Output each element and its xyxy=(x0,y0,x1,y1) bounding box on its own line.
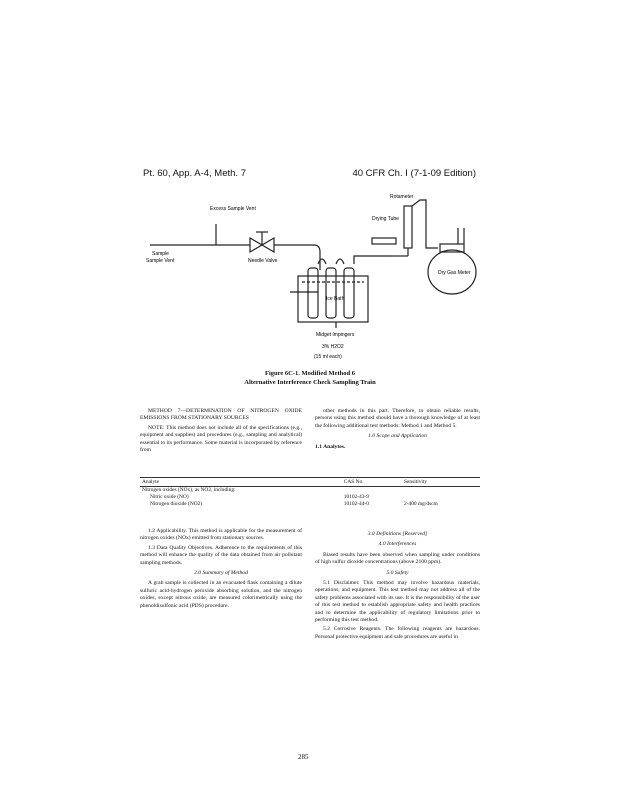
table-cell: Nitrogen oxides (NOx), as NO2, including: xyxy=(142,487,236,493)
table-cell: Nitric oxide (NO) xyxy=(150,494,189,500)
para-data-quality: 1.3 Data Quality Objectives. Adherence to the requirements of this method will enhance the quality of the data obtained from air pollutant sampling methods. xyxy=(140,544,302,566)
figure-subtitle: Alternative Interference Check Sampling Train xyxy=(244,379,376,386)
page-number: 285 xyxy=(298,753,309,761)
right-column-top xyxy=(315,408,480,453)
method-title: METHOD 7—DETERMINATION OF NITROGEN OXIDE EMISSIONS FROM STATIONARY SOURCES xyxy=(140,408,302,422)
label-sample-vent: Sample Vent xyxy=(146,258,175,264)
section-safety: 5.0 Safety xyxy=(386,569,409,576)
method-note: NOTE: This method does not include all of the specifications (e.g., equipment and supplies) and procedures (e.g., sampling and analytical) essential to its performance. Some material is incorporated by reference from xyxy=(140,424,302,454)
running-header-right: 40 CFR Ch. I (7-1-09 Edition) xyxy=(352,168,476,179)
table-cell: 10102-43-9 xyxy=(343,494,369,500)
table-header-cas: CAS No. xyxy=(342,478,402,487)
analyte-table xyxy=(140,477,480,508)
para-corrosive: 5.2 Corrosive Reagents. The following reagents are hazardous. Personal protective equipment and safe procedures are useful in xyxy=(315,626,480,640)
table-cell: Nitrogen dioxide (NO2) xyxy=(150,501,203,507)
left-column-bottom xyxy=(140,528,302,612)
left-column-top xyxy=(140,408,302,456)
table-header-analyte: Analyte xyxy=(140,478,342,487)
running-header-left: Pt. 60, App. A-4, Meth. 7 xyxy=(143,168,246,179)
label-dry-gas-meter: Dry Gas Meter xyxy=(438,270,471,276)
section-summary: 2.0 Summary of Method xyxy=(194,570,248,577)
label-needle-valve: Needle Valve xyxy=(248,258,278,264)
table-cell: 10102-44-0 xyxy=(343,501,369,507)
para-interferences: Biased results have been observed when sampling under conditions of high sulfur dioxide concentrations (above 2100 ppm). xyxy=(315,551,480,566)
label-drying-tube: Drying Tube xyxy=(372,216,399,222)
label-ice-bath: Ice Bath xyxy=(326,296,345,302)
method-note-cont: other methods in this part. Therefore, to obtain reliable results, persons using this method should have a thorough knowledge of at least the following additional test methods: Method 1 and Method 5. xyxy=(315,408,480,429)
table-cell xyxy=(402,487,480,495)
sampling-train-diagram xyxy=(140,188,480,366)
right-column-bottom xyxy=(315,528,480,643)
label-midget-impingers: Midget Impingers xyxy=(316,332,355,338)
table-cell: 2-400 mg/dscm xyxy=(404,501,438,507)
label-rotameter: Rotameter xyxy=(390,194,414,200)
table-row xyxy=(140,487,480,495)
label-sample: Sample xyxy=(152,251,169,257)
section-definitions: 3.0 Definitions [Reserved] xyxy=(367,531,428,537)
label-reagent: 3% H2O2 xyxy=(322,344,344,350)
para-applicability: 1.2 Applicability. This method is applicable for the measurement of nitrogen oxides (NOx) emitted from stationary sources. xyxy=(140,528,302,542)
subsection-analytes: 1.1 Analytes. xyxy=(315,443,346,450)
label-excess-sample-vent: Excess Sample Vent xyxy=(210,206,256,212)
section-interferences: 4.0 Interferences xyxy=(378,541,417,548)
para-disclaimer: 5.1 Disclaimer. This method may involve hazardous materials, operations, and equipment. This test method may not address all of the safety problems associated with its use. It is the responsibility of the user of this test method to establish appropriate safety and health practices and to determine the applicability of regulatory limitations prior to performing this test method. xyxy=(315,580,480,624)
table-row xyxy=(140,494,480,501)
table-cell xyxy=(402,494,480,501)
label-volume: (15 ml each) xyxy=(314,354,342,360)
table-header-row xyxy=(140,478,480,487)
table-cell xyxy=(342,487,402,495)
section-scope: 1.0 Scope and Application xyxy=(368,433,427,440)
table-header-sensitivity: Sensitivity xyxy=(402,478,480,487)
table-row xyxy=(140,501,480,508)
figure-title: Figure 6C-1. Modified Method 6 xyxy=(265,370,355,377)
para-summary: A grab sample is collected in an evacuated flask containing a dilute sulfuric acid-hydrogen peroxide absorbing solution, and the nitrogen oxides, except nitrous oxide, are measured colorimetrically using the phenoldisulfonic acid (PDS) procedure. xyxy=(140,580,302,609)
